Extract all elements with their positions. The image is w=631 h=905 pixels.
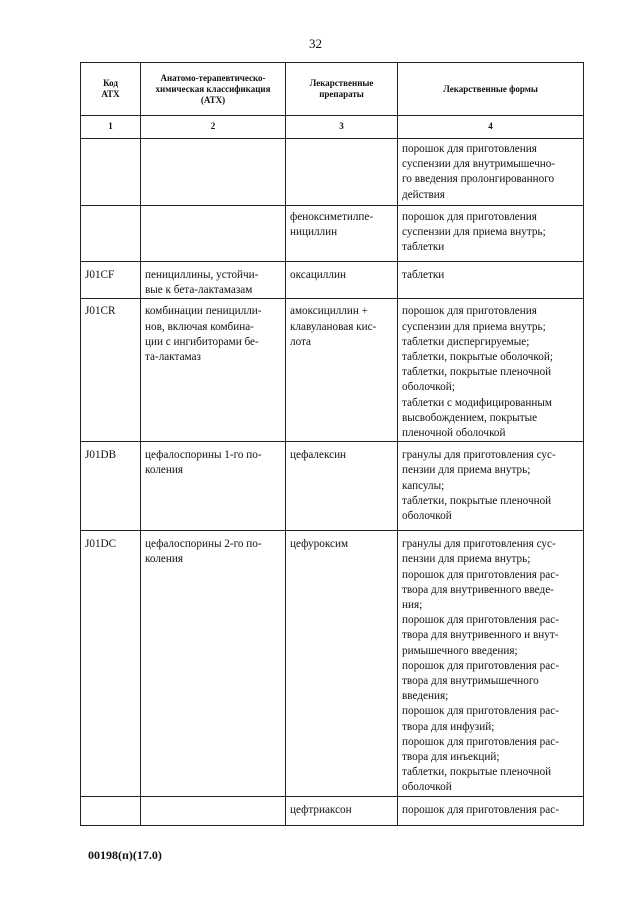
forms-line: порошок для приготовления рас-	[402, 659, 559, 672]
classification-cell	[141, 139, 286, 206]
drug-line: цефтриаксон	[290, 803, 352, 816]
drug-line: цефалексин	[290, 449, 347, 462]
forms-line: оболочкой	[402, 510, 452, 523]
classification-line: нов, включая комбина-	[145, 320, 254, 333]
column-number: 3	[286, 116, 398, 139]
forms-line: порошок для приготовления рас-	[402, 735, 559, 748]
forms-line: порошок для приготовления рас-	[402, 705, 559, 718]
forms-line: таблетки с модифицированным	[402, 396, 552, 409]
forms-line: гранулы для приготовления сус-	[402, 449, 556, 462]
forms-line: го введения пролонгированного	[402, 173, 555, 186]
atc-code-cell	[81, 796, 141, 825]
forms-line: высвобождением, покрытые	[402, 411, 538, 424]
forms-line: пензии для приема внутрь;	[402, 553, 531, 566]
drug-cell	[286, 139, 398, 206]
atc-code-cell: J01DC	[81, 531, 141, 796]
atc-code-cell: J01CF	[81, 262, 141, 299]
drug-cell	[286, 262, 398, 299]
header-classification-line: химическая классификация	[155, 83, 271, 94]
forms-line: суспензии для внутримышечно-	[402, 158, 556, 171]
classification-cell	[141, 531, 286, 796]
forms-line: порошок для приготовления рас-	[402, 568, 559, 581]
forms-line: суспензии для приема внутрь;	[402, 226, 546, 239]
classification-line: пенициллины, устойчи-	[145, 269, 259, 281]
forms-line: пленочной оболочкой	[402, 427, 506, 440]
classification-line: коления	[145, 464, 183, 477]
table-row	[81, 206, 584, 262]
forms-line: введения;	[402, 690, 449, 703]
classification-cell	[141, 206, 286, 262]
forms-line: порошок для приготовления	[402, 143, 537, 155]
classification-line: цефалоспорины 2-го по-	[145, 538, 262, 551]
table-row	[81, 139, 584, 206]
forms-line: таблетки, покрытые пленочной	[402, 366, 552, 379]
header-code-line: АТХ	[101, 89, 120, 99]
forms-cell	[398, 796, 584, 825]
classification-line: цефалоспорины 1-го по-	[145, 449, 262, 462]
atc-code-cell	[81, 206, 141, 262]
header-drugs	[286, 63, 398, 116]
forms-line: порошок для приготовления рас-	[402, 803, 559, 816]
drug-line: амоксициллин +	[290, 305, 368, 318]
drug-cell	[286, 442, 398, 531]
classification-line: комбинации пеницилли-	[145, 305, 262, 318]
forms-line: таблетки	[402, 269, 445, 281]
table-header-row	[81, 63, 584, 116]
header-code-line: Код	[103, 78, 118, 88]
table-row	[81, 262, 584, 299]
forms-line: оболочкой;	[402, 381, 455, 394]
forms-line: гранулы для приготовления сус-	[402, 538, 556, 551]
header-drugs-line: препараты	[319, 89, 364, 99]
drug-line: лота	[290, 335, 312, 348]
column-number: 2	[141, 116, 286, 139]
forms-line: таблетки, покрытые пленочной	[402, 766, 552, 779]
table-row	[81, 299, 584, 442]
drug-cell	[286, 531, 398, 796]
header-classification	[141, 63, 286, 116]
forms-cell	[398, 262, 584, 299]
page-number: 32	[309, 36, 322, 51]
forms-line: твора для инъекций;	[402, 751, 500, 764]
drug-classification-table	[80, 62, 584, 826]
forms-line: порошок для приготовления рас-	[402, 614, 559, 627]
drug-cell	[286, 796, 398, 825]
column-numbers-row	[81, 116, 584, 139]
atc-code-cell: J01DB	[81, 442, 141, 531]
column-number: 4	[398, 116, 584, 139]
table-row	[81, 796, 584, 825]
classification-cell	[141, 262, 286, 299]
forms-cell	[398, 299, 584, 442]
forms-line: суспензии для приема внутрь;	[402, 320, 546, 333]
drug-line: феноксиметилпе-	[290, 211, 374, 223]
column-number: 1	[81, 116, 141, 139]
drug-cell	[286, 299, 398, 442]
table-row	[81, 442, 584, 531]
table-row	[81, 531, 584, 796]
classification-cell	[141, 796, 286, 825]
document-footer-code: 00198(п)(17.0)	[88, 848, 162, 862]
header-drugs-line: Лекарственные	[309, 78, 374, 88]
header-forms: Лекарственные формы	[398, 63, 584, 116]
atc-code-cell: J01CR	[81, 299, 141, 442]
forms-line: твора для внутримышечного	[402, 675, 539, 688]
forms-line: таблетки, покрытые оболочкой;	[402, 351, 553, 364]
classification-line: вые к бета-лактамазам	[145, 284, 253, 297]
forms-line: твора для внутривенного и внут-	[402, 629, 559, 642]
drug-line: нициллин	[290, 226, 338, 239]
forms-line: оболочкой	[402, 781, 452, 794]
forms-line: таблетки диспергируемые;	[402, 335, 530, 348]
drug-line: клавулановая кис-	[290, 320, 377, 333]
forms-line: твора для инфузий;	[402, 720, 495, 733]
drug-cell	[286, 206, 398, 262]
drug-line: цефуроксим	[290, 538, 349, 551]
forms-line: ния;	[402, 599, 423, 612]
forms-line: пензии для приема внутрь;	[402, 464, 531, 477]
forms-cell	[398, 206, 584, 262]
forms-line: римышечного введения;	[402, 644, 518, 657]
forms-cell	[398, 139, 584, 206]
classification-cell	[141, 442, 286, 531]
forms-cell	[398, 442, 584, 531]
header-code	[81, 63, 141, 116]
forms-line: таблетки	[402, 241, 445, 254]
classification-cell	[141, 299, 286, 442]
classification-line: коления	[145, 553, 183, 566]
classification-line: та-лактамаз	[145, 351, 201, 364]
forms-line: таблетки, покрытые пленочной	[402, 494, 552, 507]
forms-line: действия	[402, 188, 445, 201]
forms-line: капсулы;	[402, 479, 445, 492]
forms-cell	[398, 531, 584, 796]
forms-line: порошок для приготовления	[402, 305, 537, 318]
forms-line: твора для внутривенного введе-	[402, 583, 554, 596]
atc-code-cell	[81, 139, 141, 206]
forms-line: порошок для приготовления	[402, 211, 537, 223]
drug-line: оксациллин	[290, 269, 346, 281]
classification-line: ции с ингибиторами бе-	[145, 335, 259, 348]
header-classification-line: Анатомо-терапевтическо-	[160, 72, 266, 83]
header-classification-line: (АТХ)	[200, 94, 226, 105]
